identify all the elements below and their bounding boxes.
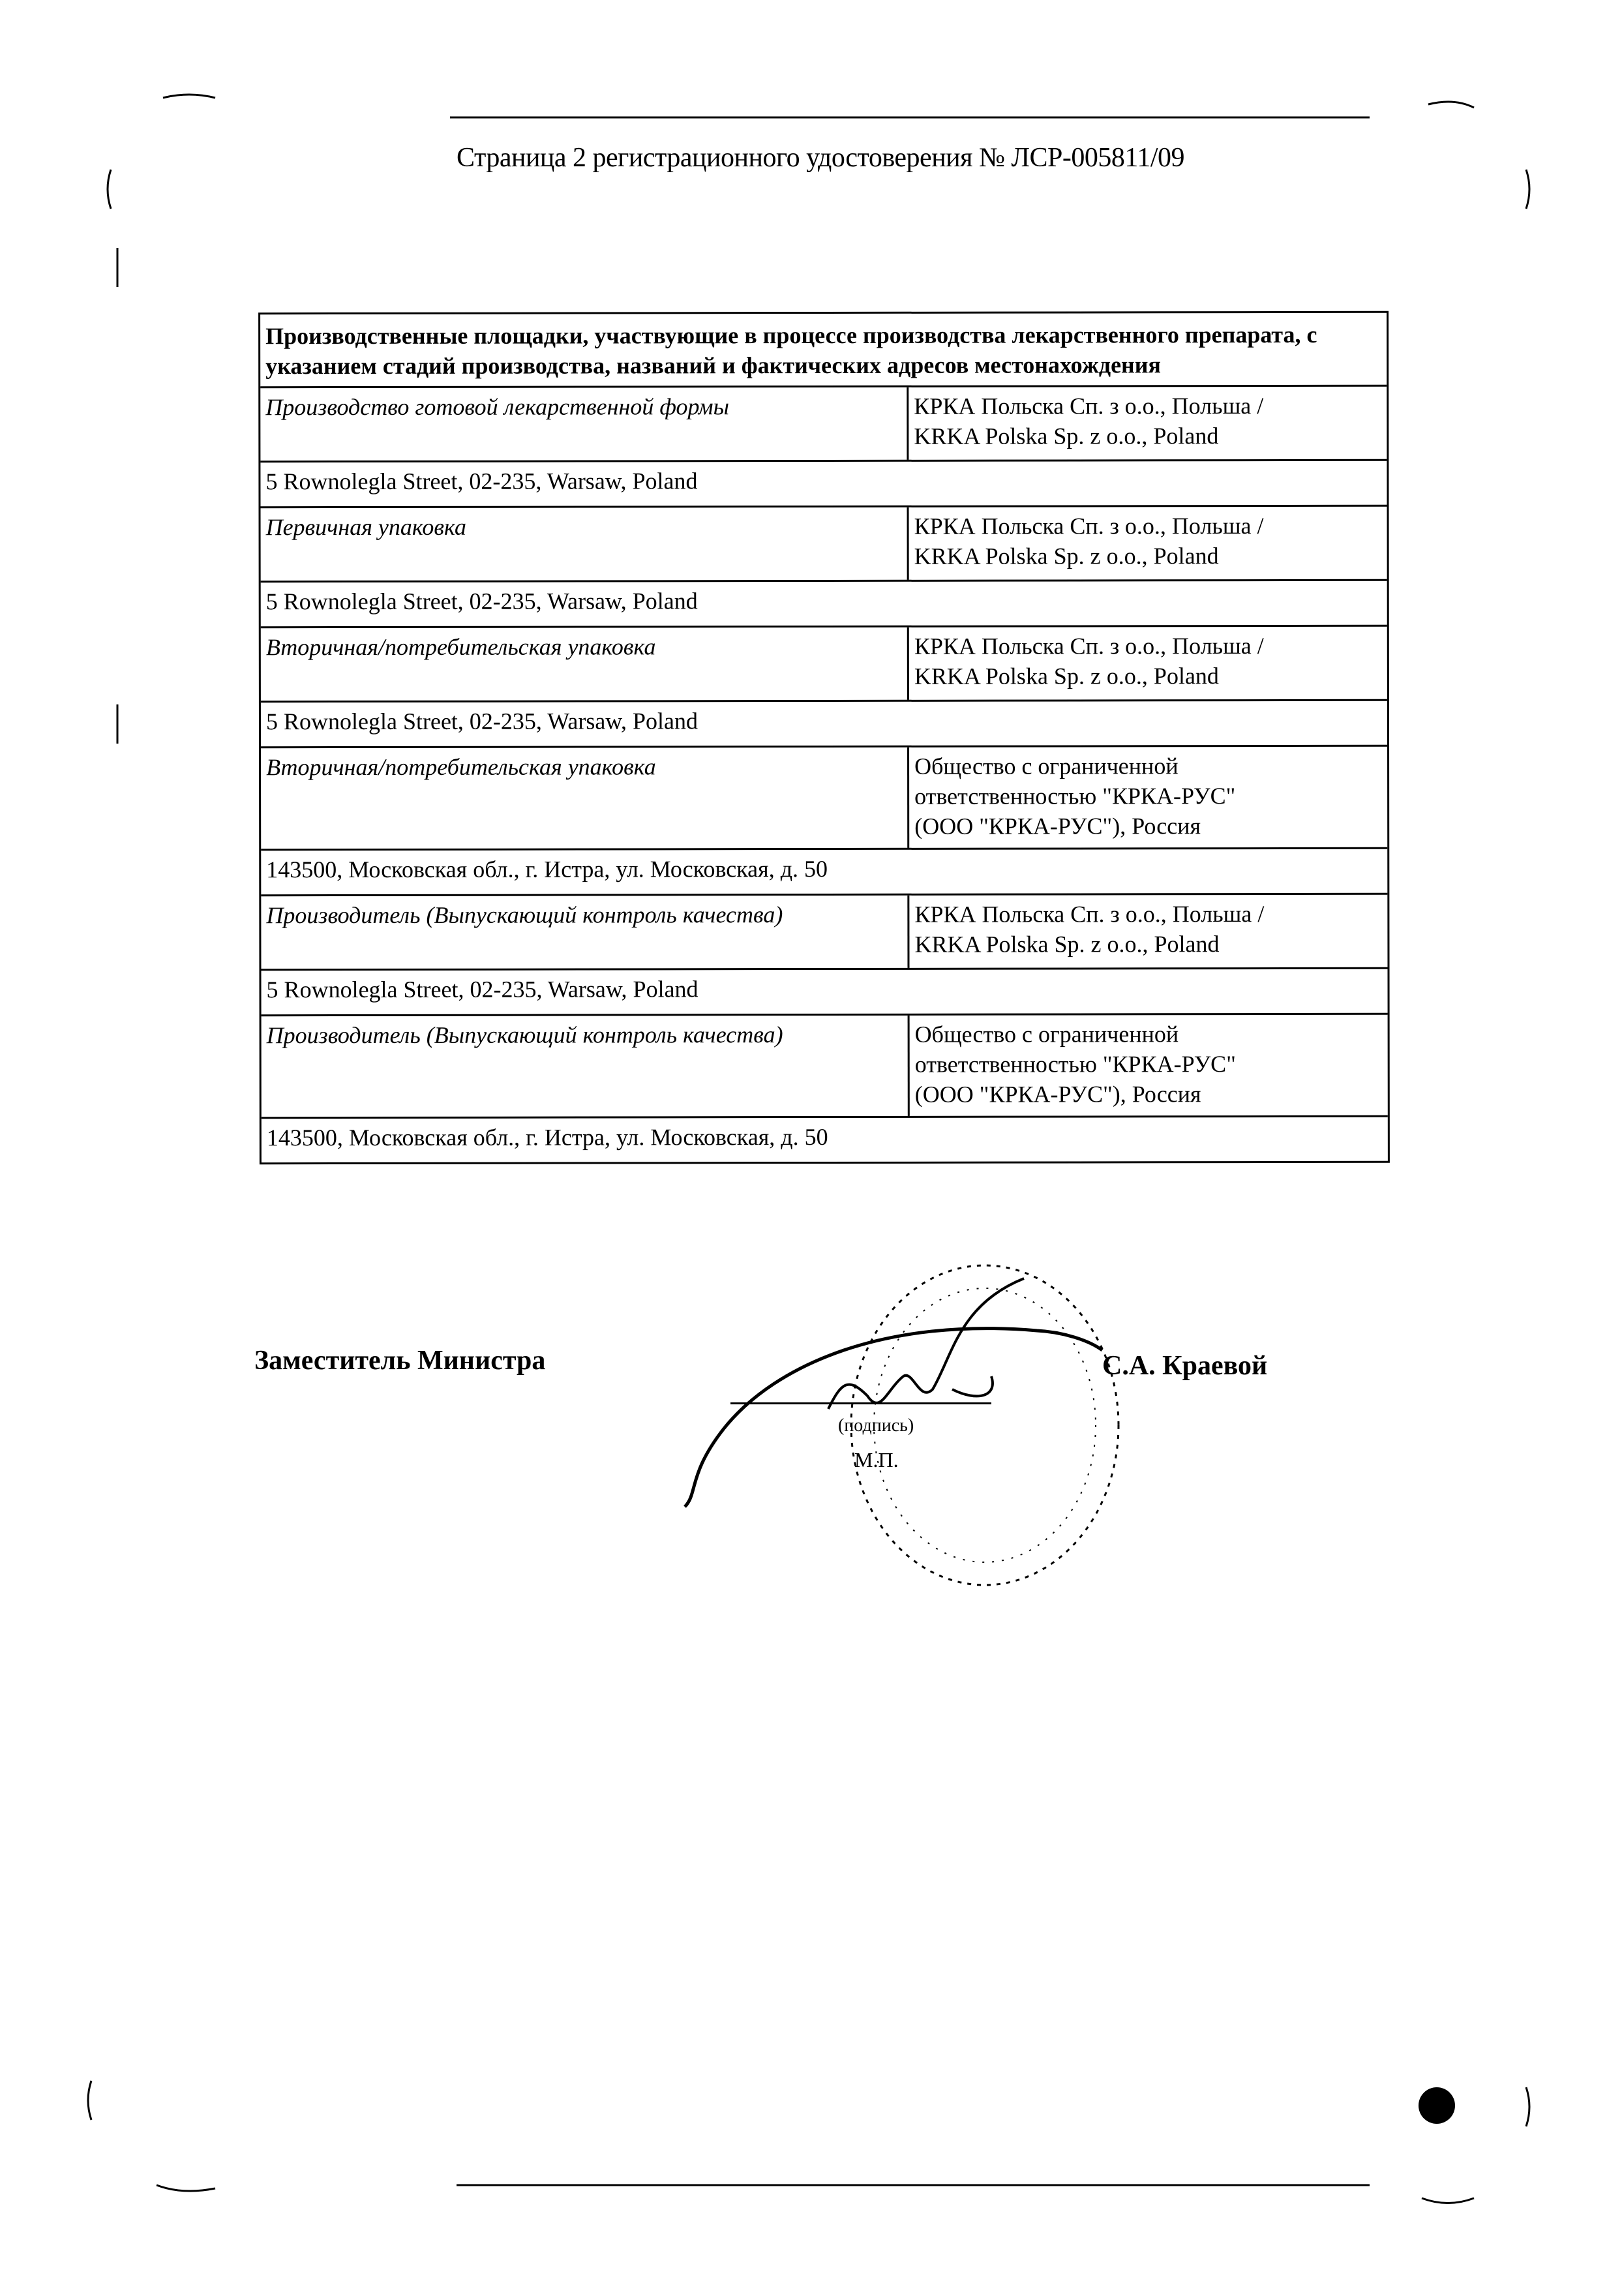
company-line: КРКА Польска Сп. з о.о., Польша / bbox=[914, 901, 1265, 928]
table-row-address bbox=[261, 699, 1387, 746]
table-row-stage bbox=[261, 745, 1387, 849]
page-header-title: Страница 2 регистрационного удостоверения № ЛСР-005811/09 bbox=[457, 143, 1184, 173]
table-row-address bbox=[260, 459, 1387, 506]
table-row-stage bbox=[260, 385, 1387, 461]
address-cell: 5 Rownolegla Street, 02-235, Warsaw, Poland bbox=[265, 588, 698, 615]
address-cell: 5 Rownolegla Street, 02-235, Warsaw, Poland bbox=[265, 468, 698, 495]
company-line: КРКА Польска Сп. з о.о., Польша / bbox=[914, 513, 1264, 539]
stage-cell: Вторичная/потребительская упаковка bbox=[261, 748, 909, 849]
company-cell bbox=[909, 387, 1387, 460]
handwritten-signature-icon bbox=[672, 1259, 1141, 1559]
company-line: ответственностью "КРКА-РУС" bbox=[914, 1051, 1236, 1078]
signature-caption: (подпись) bbox=[838, 1415, 914, 1436]
table-row-address bbox=[261, 967, 1387, 1014]
stage-cell: Производитель (Выпускающий контроль качества) bbox=[261, 896, 909, 969]
address-cell: 5 Rownolegla Street, 02-235, Warsaw, Poland bbox=[266, 976, 698, 1003]
stage-cell: Производство готовой лекарственной формы bbox=[260, 387, 909, 461]
table-row-stage bbox=[261, 505, 1387, 581]
table-heading-row bbox=[260, 313, 1387, 386]
address-cell: 143500, Московская обл., г. Истра, ул. Московская, д. 50 bbox=[266, 1123, 828, 1151]
table-row-address bbox=[262, 1115, 1388, 1162]
company-cell bbox=[909, 627, 1387, 700]
company-line: Общество с ограниченной bbox=[914, 1021, 1179, 1048]
table-row-stage bbox=[262, 1013, 1388, 1117]
stage-cell: Первичная упаковка bbox=[261, 507, 909, 581]
signature-block bbox=[0, 1337, 1607, 1598]
table-row-address bbox=[261, 579, 1387, 626]
table-row-stage bbox=[261, 625, 1387, 701]
company-line: КРКА Польска Сп. з о.о., Польша / bbox=[914, 633, 1264, 659]
company-cell bbox=[909, 895, 1387, 968]
production-sites-table bbox=[258, 311, 1390, 1164]
address-cell: 143500, Московская обл., г. Истра, ул. Московская, д. 50 bbox=[266, 855, 828, 883]
address-cell: 5 Rownolegla Street, 02-235, Warsaw, Poland bbox=[265, 708, 698, 735]
stage-cell: Производитель (Выпускающий контроль качества) bbox=[262, 1016, 910, 1117]
seal-caption: М.П. bbox=[854, 1448, 899, 1472]
company-cell bbox=[909, 507, 1387, 580]
company-cell bbox=[909, 747, 1387, 848]
company-cell bbox=[910, 1015, 1388, 1116]
table-heading: Производственные площадки, участвующие в процессе производства лекарственного препарата, с указанием стадий производства, названий и фактических адресов местонахождения bbox=[265, 321, 1317, 380]
scan-blot-icon bbox=[1419, 2087, 1455, 2124]
company-line: Общество с ограниченной bbox=[914, 753, 1179, 779]
company-line: KRKA Polska Sp. z o.o., Poland bbox=[914, 931, 1220, 958]
company-line: KRKA Polska Sp. z o.o., Poland bbox=[914, 543, 1219, 569]
company-line: KRKA Polska Sp. z o.o., Poland bbox=[914, 423, 1219, 449]
company-line: (ООО "КРКА-РУС"), Россия bbox=[914, 1081, 1201, 1108]
company-line: KRKA Polska Sp. z o.o., Poland bbox=[914, 663, 1219, 689]
signer-position: Заместитель Министра bbox=[254, 1346, 546, 1376]
stage-cell: Вторичная/потребительская упаковка bbox=[261, 627, 909, 701]
company-line: ответственностью "КРКА-РУС" bbox=[914, 783, 1236, 809]
company-line: КРКА Польска Сп. з о.о., Польша / bbox=[914, 393, 1264, 419]
company-line: (ООО "КРКА-РУС"), Россия bbox=[914, 813, 1201, 839]
table-row-stage bbox=[261, 893, 1387, 969]
table-row-address bbox=[261, 847, 1387, 894]
signer-name: С.А. Краевой bbox=[1102, 1351, 1268, 1381]
signature-line bbox=[730, 1402, 991, 1404]
